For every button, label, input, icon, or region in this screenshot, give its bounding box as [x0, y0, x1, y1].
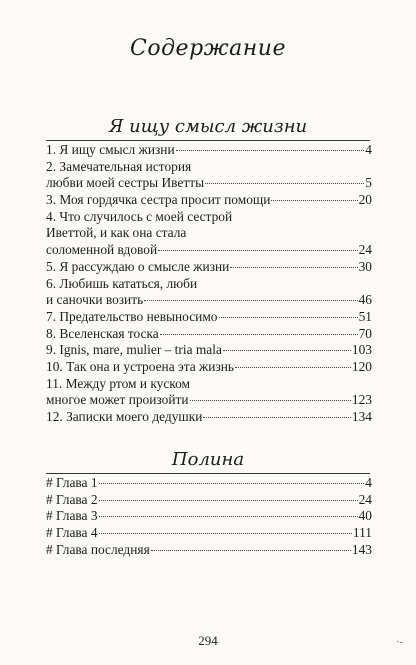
toc-entry-page: 24: [358, 491, 372, 507]
toc-entry: [46, 259, 372, 276]
dot-leader: [151, 550, 351, 551]
toc-entry-page: 103: [351, 342, 372, 358]
section-title-2: Полина: [171, 449, 245, 470]
toc-entry-page: 20: [358, 192, 372, 208]
dot-leader: [158, 250, 357, 251]
toc-entry: [46, 209, 372, 259]
toc-entry-text: # Глава 3: [46, 508, 98, 524]
toc-entry-text: 9. Ignis, mare, mulier – tria mala: [46, 342, 222, 358]
toc-entry-page: 134: [351, 409, 372, 424]
toc-entry-text: 6. Любишь кататься, люби: [46, 275, 198, 291]
toc-entry-page: 30: [358, 258, 372, 274]
toc-entry-text: 2. Замечательная история: [46, 158, 192, 174]
toc-entry: [46, 409, 372, 426]
dot-leader: [235, 367, 351, 368]
toc-entry-text: соломенной вдовой: [46, 242, 158, 258]
toc-entry-text: 4. Что случилось с моей сестрой: [46, 208, 233, 224]
toc-entry: [46, 276, 372, 309]
toc-entry-text: и саночки возить: [46, 292, 144, 308]
toc-entry-row: [46, 242, 372, 259]
dot-leader: [176, 150, 365, 151]
toc-entry-text: многое может произойти: [46, 392, 189, 408]
section-1-divider: [46, 140, 370, 141]
toc-entry-row: [46, 409, 372, 426]
dot-leader: [99, 483, 365, 484]
toc-entry-page: 70: [358, 325, 372, 341]
toc-entry-page: 5: [365, 175, 372, 191]
dot-leader: [99, 516, 358, 517]
toc-entry-text: 7. Предательство невыносимо: [46, 308, 218, 324]
toc-entry-page: 120: [351, 358, 372, 374]
toc-entry: [46, 192, 372, 209]
toc-entry: [46, 542, 372, 559]
dot-leader: [144, 300, 357, 301]
toc-entry-text: любви моей сестры Иветты: [46, 175, 205, 191]
toc-entry-text: Иветтой, и как она стала: [46, 225, 187, 241]
toc-entry-text: # Глава 4: [46, 525, 98, 541]
toc-entry-page: 51: [358, 308, 372, 324]
toc-list-section-2: [46, 475, 372, 558]
toc-entry: [46, 159, 372, 192]
toc-entry-text: # Глава 1: [46, 475, 98, 490]
dot-leader: [205, 183, 364, 184]
toc-entry-row: [46, 192, 372, 209]
toc-entry-page: 4: [365, 142, 372, 157]
toc-entry: [46, 525, 372, 542]
dot-leader: [219, 317, 358, 318]
toc-entry-page: 143: [351, 541, 372, 557]
toc-entry-text: 10. Так она и устроена эта жизнь: [46, 358, 235, 374]
toc-entry-page: 123: [351, 392, 372, 408]
toc-entry-page: 40: [358, 508, 372, 524]
toc-entry-text: 12. Записки моего дедушки: [46, 409, 203, 424]
toc-entry-text: 3. Моя гордячка сестра просит помощи: [46, 192, 271, 208]
corner-mark: ·-: [396, 637, 403, 648]
dot-leader: [99, 533, 352, 534]
dot-leader: [99, 500, 358, 501]
toc-entry-row: [46, 392, 372, 409]
toc-entry-text: 8. Вселенская тоска: [46, 325, 159, 341]
toc-entry-row: [46, 508, 372, 525]
toc-entry-row: [46, 292, 372, 309]
toc-entry: [46, 492, 372, 509]
toc-entry-page: 24: [358, 242, 372, 258]
toc-entry-text: # Глава последняя: [46, 541, 150, 557]
toc-entry-text: 5. Я рассуждаю о смысле жизни: [46, 258, 230, 274]
toc-entry-page: 111: [352, 525, 372, 541]
toc-entry-row: [46, 492, 372, 509]
dot-leader: [190, 400, 351, 401]
page-number: 294: [198, 633, 218, 648]
toc-entry: [46, 142, 372, 159]
dot-leader: [203, 417, 351, 418]
toc-entry-row: [46, 342, 372, 359]
dot-leader: [230, 267, 357, 268]
toc-entry-text: # Глава 2: [46, 491, 98, 507]
toc-entry-text: 1. Я ищу смысл жизни: [46, 142, 175, 157]
toc-entry-row: [46, 326, 372, 343]
toc-entry: [46, 309, 372, 326]
toc-entry-row: [46, 359, 372, 376]
toc-entry: [46, 359, 372, 376]
toc-entry-text: 11. Между ртом и куском: [46, 375, 191, 391]
dot-leader: [160, 334, 358, 335]
toc-entry-row: [46, 525, 372, 542]
dot-leader: [271, 200, 357, 201]
section-title-1: Я ищу смысл жизни: [108, 116, 308, 137]
toc-entry-row: [46, 542, 372, 559]
toc-entry-row: [46, 475, 372, 492]
toc-entry-row: [46, 309, 372, 326]
toc-entry: [46, 326, 372, 343]
toc-list-section-1: [46, 142, 372, 426]
section-2-divider: [46, 473, 370, 474]
toc-entry-page: 46: [358, 292, 372, 308]
toc-entry: [46, 508, 372, 525]
toc-entry: [46, 475, 372, 492]
toc-entry: [46, 342, 372, 359]
toc-entry-row: [46, 175, 372, 192]
toc-entry-page: 4: [365, 475, 372, 490]
toc-entry: [46, 376, 372, 409]
toc-entry-row: [46, 259, 372, 276]
page-title: Содержание: [130, 36, 286, 61]
toc-entry-row: [46, 142, 372, 159]
dot-leader: [223, 350, 351, 351]
